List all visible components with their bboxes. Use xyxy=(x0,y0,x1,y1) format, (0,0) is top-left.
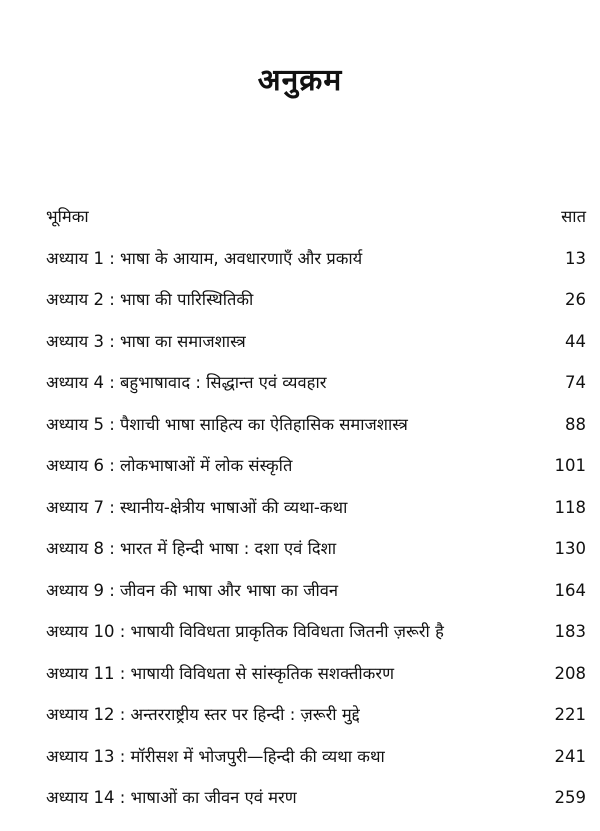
toc-entry-title: अध्याय 2 : भाषा की पारिस्थितिकी xyxy=(46,290,254,309)
toc-entry xyxy=(0,487,600,529)
toc-entry-page: 259 xyxy=(554,788,586,807)
toc-entry-page: 88 xyxy=(565,414,586,434)
toc-entry xyxy=(0,238,600,280)
toc-entry-title: अध्याय 12 : अन्तरराष्ट्रीय स्तर पर हिन्दी : ज़रूरी मुद्दे xyxy=(46,705,360,724)
toc-entry-page: 26 xyxy=(565,290,586,309)
toc-entry-page: 101 xyxy=(554,456,586,475)
toc-entry-title: अध्याय 7 : स्थानीय-क्षेत्रीय भाषाओं की व्यथा-कथा xyxy=(46,497,348,517)
toc-entry xyxy=(0,528,600,570)
toc-entry-title: अध्याय 14 : भाषाओं का जीवन एवं मरण xyxy=(46,788,297,807)
toc-entry xyxy=(0,653,600,695)
table-of-contents xyxy=(0,196,600,819)
toc-entry-page: सात xyxy=(561,207,586,226)
toc-entry-title: अध्याय 13 : मॉरीसश में भोजपुरी—हिन्दी की व्यथा कथा xyxy=(46,746,385,766)
toc-entry xyxy=(0,694,600,736)
toc-entry-page: 164 xyxy=(554,580,586,600)
toc-entry xyxy=(0,611,600,653)
toc-entry xyxy=(0,279,600,321)
toc-entry xyxy=(0,321,600,363)
toc-entry xyxy=(0,404,600,446)
toc-entry-title: अध्याय 11 : भाषायी विविधता से सांस्कृतिक सशक्तीकरण xyxy=(46,663,395,683)
toc-entry xyxy=(0,777,600,819)
toc-entry-page: 13 xyxy=(565,248,586,268)
toc-entry-title: अध्याय 5 : पैशाची भाषा साहित्य का ऐतिहासिक समाजशास्त्र xyxy=(46,414,408,434)
toc-entry-page: 130 xyxy=(554,539,586,558)
toc-entry-title: अध्याय 6 : लोकभाषाओं में लोक संस्कृति xyxy=(46,456,293,475)
toc-entry xyxy=(0,445,600,487)
toc-entry-title: अध्याय 8 : भारत में हिन्दी भाषा : दशा एवं दिशा xyxy=(46,539,337,558)
toc-entry-page: 221 xyxy=(554,705,586,724)
toc-entry-page: 44 xyxy=(565,331,586,351)
toc-entry-page: 208 xyxy=(554,663,586,683)
toc-entry xyxy=(0,362,600,404)
page-title: अनुक्रम xyxy=(257,63,343,98)
toc-entry xyxy=(0,736,600,778)
toc-entry-title: अध्याय 1 : भाषा के आयाम, अवधारणाएँ और प्रकार्य xyxy=(46,248,363,268)
toc-entry xyxy=(0,196,600,238)
toc-entry-title: अध्याय 9 : जीवन की भाषा और भाषा का जीवन xyxy=(46,580,339,600)
toc-entry-page: 74 xyxy=(565,373,586,392)
toc-entry-title: भूमिका xyxy=(46,207,89,226)
toc-entry-title: अध्याय 10 : भाषायी विविधता प्राकृतिक विविधता जितनी ज़रूरी है xyxy=(46,622,444,641)
toc-entry xyxy=(0,570,600,612)
toc-entry-page: 183 xyxy=(554,622,586,641)
toc-entry-page: 241 xyxy=(554,746,586,766)
toc-entry-page: 118 xyxy=(554,497,586,517)
toc-entry-title: अध्याय 3 : भाषा का समाजशास्त्र xyxy=(46,331,246,351)
toc-entry-title: अध्याय 4 : बहुभाषावाद : सिद्धान्त एवं व्यवहार xyxy=(46,373,327,392)
